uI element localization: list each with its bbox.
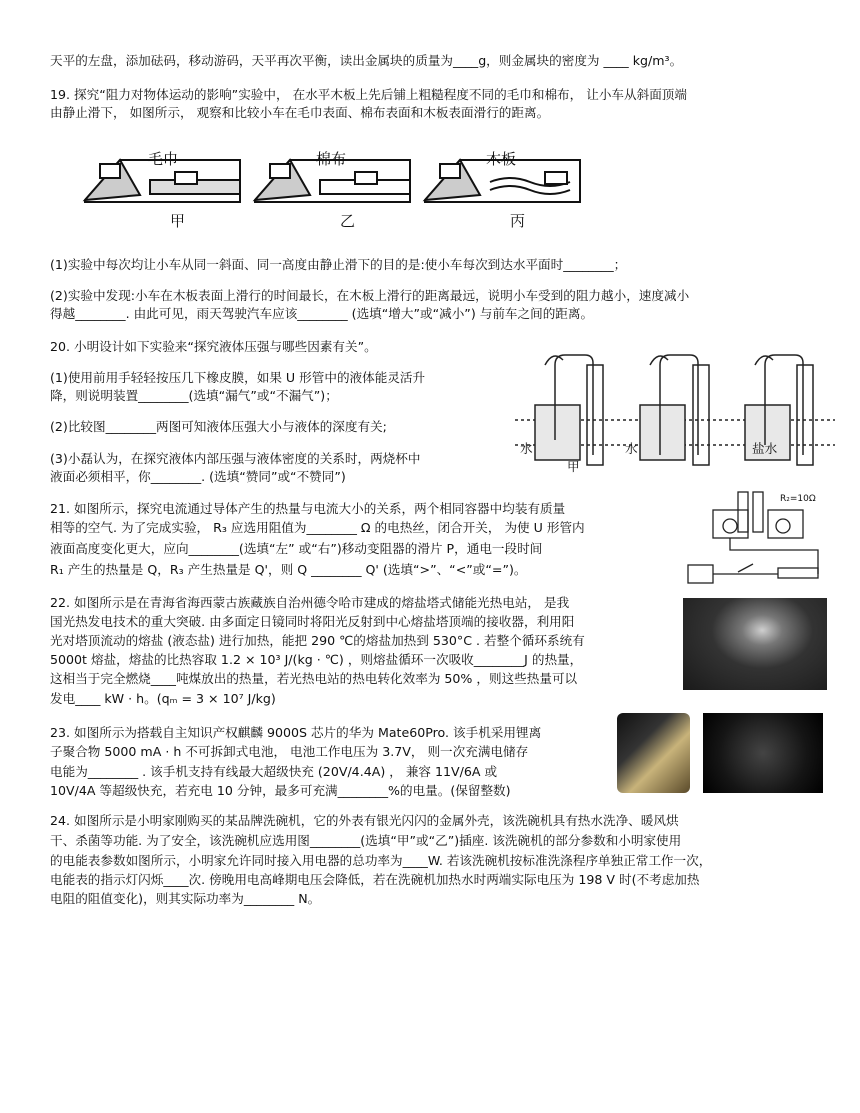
fig19-caption-bing: 丙 (510, 212, 526, 230)
text-line: 天平的左盘，添加砝码，移动游码，天平再次平衡，读出金属块的质量为____g，则金属块的密度为 ____ kg/m³。 (50, 53, 683, 68)
text-line: 电能表的指示灯闪烁____次. 傍晚用电高峰期电压会降低，若在洗碗机加热水时两端实际电压为 198 V 时(不考虑加热 (50, 872, 700, 887)
question-23-text: 23. 如图所示为搭载自主知识产权麒麟 9000S 芯片的华为 Mate60Pro. 该手机采用锂离 (50, 725, 542, 740)
text-line: 液面必须相平，你________. (选填“赞同”或“不赞同”) (50, 469, 346, 484)
text-line: 相等的空气. 为了完成实验， R₃ 应选用阻值为________ Ω 的电热丝，闭合开关， 为使 U 形管内 (50, 520, 585, 535)
text-line: 发电____ kW · h。(qₘ = 3 × 10⁷ J/kg) (50, 691, 276, 706)
text-line: 5000t 熔盐，熔盐的比热容取 1.2 × 10³ J/(kg · ℃) ，则熔盐循环一次吸收________J 的热量， (50, 652, 583, 667)
text-line: 国光热发电技术的重大突破. 由多面定日镜同时将阳光反射到中心熔盐塔顶端的接收器，利用阳 (50, 614, 575, 629)
fig19-label-towel: 毛巾 (148, 150, 179, 168)
fig19-caption-jia: 甲 (170, 212, 186, 230)
solar-station-photo (683, 598, 827, 690)
text-line: 这相当于完全燃烧____吨煤放出的热量，若光热电站的热电转化效率为 50% ，则这些热量可以 (50, 671, 578, 686)
text-line: 干、杀菌等功能. 为了安全，该洗碗机应选用图________(选填“甲”或“乙”)插座. 该洗碗机的部分参数和小明家使用 (50, 833, 682, 848)
text-line: (1)实验中每次均让小车从同一斜面、同一高度由静止滑下的目的是:使小车每次到达水平面时________； (50, 257, 627, 272)
question-21-text: 21. 如图所示，探究电流通过导体产生的热量与电流大小的关系，两个相同容器中均装有质量 (50, 501, 566, 516)
text-line: 液面高度变化更大，应向________(选填“左” 或“右”)移动变阻器的滑片 P，通电一段时间 (50, 541, 543, 556)
text-line: 10V/4A 等超级快充，若充电 10 分钟，最多可充满________%的电量。(保留整数) (50, 783, 511, 798)
text-line: (2)比较图________两图可知液体压强大小与液体的深度有关; (50, 419, 387, 434)
text-line: (1)使用前用手轻轻按压几下橡皮膜，如果 U 形管中的液体能灵活升 (50, 370, 426, 385)
text-line: R₁ 产生的热量是 Q，R₃ 产生热量是 Q'，则 Q ________ Q' (选填“>”、“<”或“=”)。 (50, 562, 527, 577)
fig20-caption-jia: 甲 (567, 459, 580, 474)
fig20-label-saltwater: 盐水 (752, 441, 778, 456)
question-22-text: 22. 如图所示是在青海省海西蒙古族藏族自治州德令哈市建成的熔盐塔式储能光热电站， 是我 (50, 595, 570, 610)
text-line: 电能为________ . 该手机支持有线最大超级快充 (20V/4.4A) ， 兼容 11V/6A 或 (50, 764, 498, 779)
fig20-label-water-2: 水 (625, 441, 638, 456)
question-19-text: 19. 探究“阻力对物体运动的影响”实验中， 在水平木板上先后铺上粗糙程度不同的毛巾和棉布， 让小车从斜面顶端 (50, 87, 687, 102)
question-24-text: 24. 如图所示是小明家刚购买的某品牌洗碗机，它的外表有银光闪闪的金属外壳，该洗碗机具有热水洗净、暖风烘 (50, 813, 679, 828)
text-line: 光对塔顶流动的熔盐 (液态盐) 进行加热，能把 290 ℃的熔盐加热到 530°C . 若整个循环系统有 (50, 633, 585, 648)
text-line: 电阻的阻值变化)，则其实际功率为________ N。 (50, 891, 321, 906)
fig19-label-wood: 木板 (486, 150, 517, 168)
text-line: (2)实验中发现:小车在木板表面上滑行的时间最长，在木板上滑行的距离最远，说明小车受到的阻力越小，速度减小 (50, 288, 690, 303)
text-line: 由静止滑下， 如图所示， 观察和比较小车在毛巾表面、棉布表面和木板表面滑行的距离。 (50, 105, 550, 120)
question-20-text: 20. 小明设计如下实验来“探究液体压强与哪些因素有关”。 (50, 339, 377, 354)
text-line: (3)小磊认为，在探究液体内部压强与液体密度的关系时，两烧杯中 (50, 451, 421, 466)
text-line: 的电能表参数如图所示，小明家允许同时接入用电器的总功率为____W. 若该洗碗机按标准洗涤程序单独正常工作一次， (50, 853, 712, 868)
fig19-caption-yi: 乙 (340, 212, 356, 230)
fig20-label-water-1: 水 (520, 441, 533, 456)
text-line: 降，则说明装置________(选填“漏气”或“不漏气”)； (50, 388, 338, 403)
fig19-label-cotton: 棉布 (316, 150, 347, 168)
text-line: 得越________. 由此可见，雨天驾驶汽车应该________ (选填“增大”或“减小”) 与前车之间的距离。 (50, 306, 594, 321)
figure-20-u-tubes (515, 345, 835, 480)
chip-photo (703, 713, 823, 793)
fig21-r2-label: R₂=10Ω (780, 494, 816, 504)
text-line: 子聚合物 5000 mA · h 不可拆卸式电池， 电池工作电压为 3.7V， 则一次充满电储存 (50, 744, 529, 759)
phone-photo (617, 713, 690, 793)
